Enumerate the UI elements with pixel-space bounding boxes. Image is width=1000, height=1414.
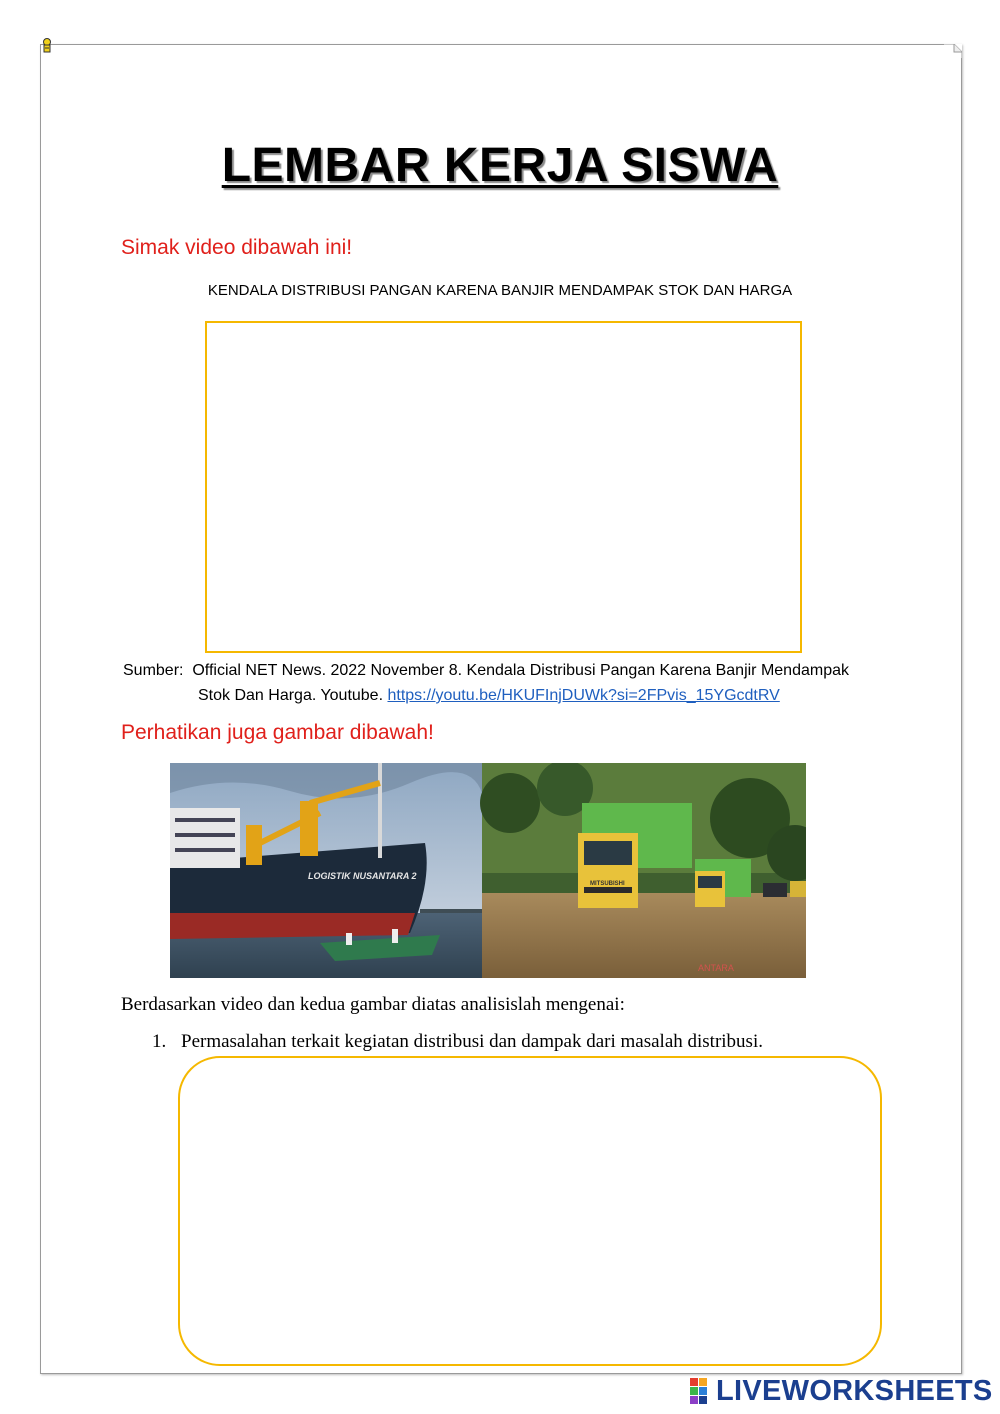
pin-icon [42,38,52,54]
flooded-trucks-photo [480,763,806,978]
source-citation [123,658,903,708]
video-title: KENDALA DISTRIBUSI PANGAN KARENA BANJIR MENDAMPAK STOK DAN HARGA [207,282,793,299]
brand-name: LIVEWORKSHEETS [716,1374,993,1407]
page-title: LEMBAR KERJA SISWA [221,139,779,192]
ship-label: LOGISTIK NUSANTARA 2 [308,871,417,881]
truck-label: MITSUBISHI [590,881,625,887]
page-fold-corner [944,44,962,58]
source-link[interactable]: https://youtu.be/HKUFInjDUWk?si=2FPvis_15YGcdtRV [387,687,780,704]
question-1 [152,1031,763,1053]
distribution-photos [170,763,806,978]
photo-credit: ANTARA [698,963,734,973]
source-label: Sumber: [123,662,184,679]
brand-logo [690,1374,993,1408]
source-text-line2: Stok Dan Harga. Youtube. [198,687,384,704]
video-player[interactable] [205,321,802,653]
analysis-prompt: Berdasarkan video dan kedua gambar diatas analisislah mengenai: [121,994,625,1015]
source-text-line1: Official NET News. 2022 November 8. Kendala Distribusi Pangan Karena Banjir Mendampak [192,662,849,679]
cargo-ship-photo [170,763,482,978]
liveworksheets-logo-icon [690,1378,716,1404]
question-text: Permasalahan terkait kegiatan distribusi dan dampak dari masalah distribusi. [181,1031,763,1052]
photo-strip [170,763,806,978]
image-instruction: Perhatikan juga gambar dibawah! [121,721,434,744]
video-instruction: Simak video dibawah ini! [121,236,353,259]
question-number: 1. [152,1031,167,1052]
answer-field-1[interactable] [178,1056,882,1366]
